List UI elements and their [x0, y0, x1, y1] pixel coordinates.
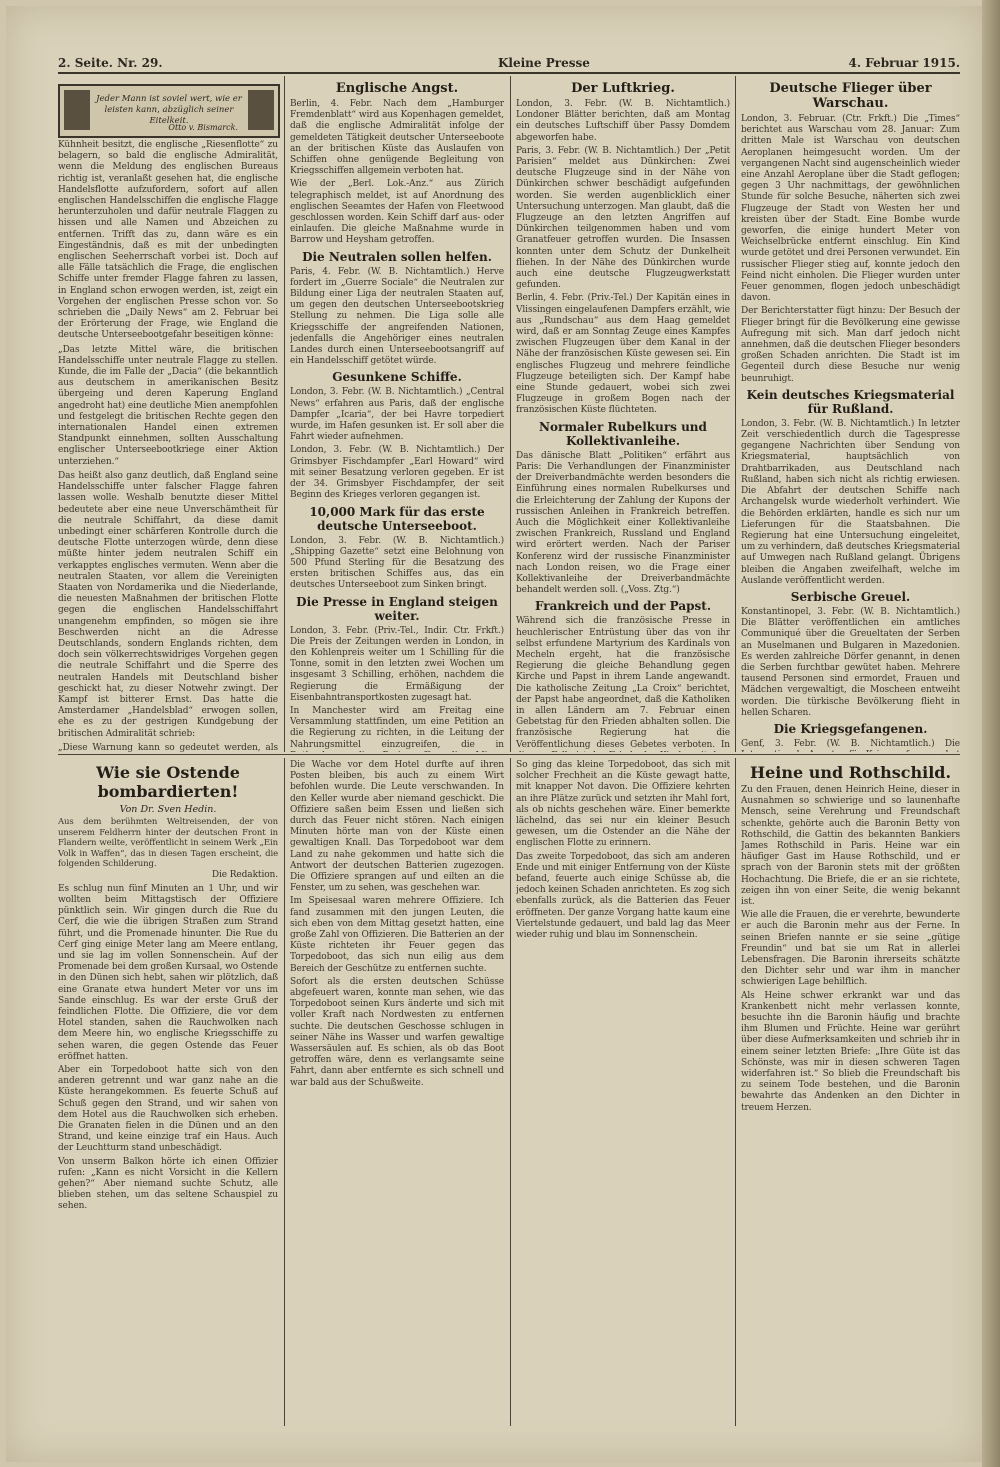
article-paragraph: Sofort als die ersten deutschen Schüsse abgefeuert waren, konnte man sehen, wie das Torpedoboot seinen Kurs änderte und sich mit voller Kraft nach Nordwesten zu entfernen suchte. Die deutschen Geschosse schlugen in seiner Nähe ins Wasser und warfen gewaltige Wassersäulen auf. Es schien, als ob das Boot getroffen wäre, denn es verlangsamte seine Fahrt, dann aber entfernte es sich schnell und war bald aus der Schußweite.	[290, 976, 504, 1088]
article-paragraph: London, 3. Febr. (W. B. Nichtamtlich.) „Central News“ erfahren aus Paris, daß der englische Dampfer „Icaria“, der bei Havre torpediert wurde, im Hafen gesunken ist. Er soll aber die Fahrt wieder aufnehmen.	[290, 387, 504, 443]
article-paragraph: Die Wache vor dem Hotel durfte auf ihren Posten bleiben, bis auch zu einem Wirt befohlen wurde. Die Leute verschwanden. In den Keller wurde aber niemand geschickt. Die Offiziere saßen beim Essen und ließen sich durch das Feuer nicht stören. Nach einigen Minuten hörte man von der Küste einen gewaltigen Knall. Das Torpedoboot war dem Land zu nahe gekommen und hatte sich die Antwort der deutschen Batterien zugezogen. Die Offiziere sprangen auf und eilten an die Fenster, um zu sehen, was geschehen war.	[290, 760, 504, 894]
article-paragraph: Genf, 3. Febr. (W. B. Nichtamtlich.) Die	[741, 738, 960, 749]
article-paragraph: Das zweite Torpedoboot, das sich am anderen Ende und mit einiger Entfernung von der Küste befand, feuerte auch einige Schüsse ab, die jedoch keinen Schaden anrichteten. Es zog sich ebenfalls zurück, als die Batterien das Feuer eröffneten. Der ganze Vorgang hatte kaum eine Viertelstunde gedauert, und bald lag das Meer wieder ruhig und blau im Sonnenschein.	[516, 851, 730, 941]
article-headline: Frankreich und der Papst.	[534, 599, 712, 614]
byline: Von Dr. Sven Hedin.	[119, 804, 217, 815]
page-edge	[982, 0, 1000, 1467]
article-paragraph: London, 3. Febr. (W. B. Nichtamtlich.) In letzter Zeit verschiedentlich durch die Tagespresse gegangene Nachrichten über Sendung von Kriegsmaterial, hauptsächlich von Drahtbarrikaden, aus Deutschland nach Rußland, haben sich nicht als richtig erwiesen. Die Abfahrt der deutschen Schiffe nach Archangelsk wurde wiederholt verhindert. Wie die Behörden erklärten, handle es sich nur um Lieferungen für die Staatsbahnen. Die Regierung hat eine Untersuchung eingeleitet, um zu verhindern, daß deutsches Kriegsmaterial auf Umwegen nach Rußland gelangt. Übrigens bleiben die Angaben zweifelhaft, welche im Auslande veröffentlicht werden.	[741, 418, 960, 586]
article-headline: Englische Angst.	[335, 81, 459, 96]
column-rule	[284, 76, 285, 752]
article-paragraph: London, 3. Februar. (Ctr. Frkft.) Die „Times“ berichtet aus Warschau vom 28. Januar: Zum dritten Male ist Warschau von deutschen Aeroplanen heimgesucht worden. Um der vergangenen Nacht sind augenscheinlich wieder eine Anzahl Aeroplane über die Stadt geflogen; gegen 3 Uhr nachmittags, der gewöhnlichen Stunde für solche Besuche, näherten sich zwei Flugzeuge der Stadt von Westen her und kreisten über der Stadt. Eine Bombe wurde geworfen, die einige hundert Meter von Weichselbrücke entfernt einschlug. Ein Kind wurde getötet und drei Personen verwundet. Ein russischer Flieger stieg auf, konnte jedoch den Feind nicht einholen. Die Flieger wurden unter Feuer genommen, flogen jedoch unbeschädigt davon.	[741, 114, 960, 304]
column-rule	[735, 76, 736, 752]
article-paragraph: London, 3. Febr. (W. B. Nichtamtlich.) „Shipping Gazette“ setzt eine Belohnung von 500 Pfund Sterling für die Besatzung des ersten britischen Schiffes aus, das ein deutsches Unterseeboot zum Sinken bringt.	[290, 535, 504, 591]
article-headline: Die Neutralen sollen helfen.	[302, 249, 492, 264]
issue-date: 4. Februar 1915.	[848, 56, 960, 70]
article-paragraph: Von unserm Balkon hörte ich einen Offizier rufen: „Kann es nicht Vorsicht in die Kellern gehen?“ Aber niemand suchte Schutz, alle blieben stehen, um das seltene Schauspiel zu sehen.	[58, 1156, 278, 1212]
bismarck-quote-box	[58, 84, 280, 138]
column-4	[741, 78, 960, 752]
page-header	[58, 56, 960, 70]
article-paragraph: Wie alle die Frauen, die er verehrte, bewunderte er auch die Baronin mehr aus der Ferne. In seinen Briefen nannte er sie seine „gütige Freundin“ und bat sie um Rat in allerlei Lebensfragen. Die Baronin ihrerseits schätzte den Dichter sehr und war ihm in mancher schwierigen Lage behilflich.	[741, 910, 960, 988]
article-paragraph: „Das letzte Mittel wäre, die britischen Handelsschiffe unter neutrale Flagge zu stellen. Kunde, die im Falle der „Dacia“ (die bekanntlich aus deutschem in amerikanischen Besitz übergeing und deren Kaperung England angedroht hat) eine deutliche Mien anempfohlen und festgelegt die britischen Rechte gegen den internationalen Handel einen extremen Standpunkt einnehmen, sollten Ausschaltung englischer Unterseebootkriege einer Aktion unterziehen.“	[58, 344, 278, 467]
column-rule	[510, 758, 511, 1426]
article-paragraph: Als Heine schwer erkrankt war und das Krankenbett nicht mehr verlassen konnte, besuchte ihn die Baronin häufig und brachte ihm Blumen und Früchte. Heine war gerührt über diese Aufmerksamkeiten und schrieb ihr in einem seiner letzten Briefe: „Ihre Güte ist das Schönste, was mir in diesen schweren Tagen widerfahren ist.“ So blieb die Freundschaft bis zu seinem Tode bestehen, und die Baronin bewahrte das Andenken an den Dichter in treuem Herzen.	[741, 990, 960, 1113]
article-paragraph: In Manchester wird am Freitag eine Versammlung stattfinden, um eine Petition an die Regierung zu richten, in die Leitung der Nahrungsmittel einzugreifen, die in	[290, 705, 504, 750]
ornament-right	[248, 90, 274, 130]
article-paragraph: Berlin, 4. Febr. Nach dem „Hamburger Fremdenblatt“ wird aus Kopenhagen gemeldet, daß die englische Admiralität infolge der gemeldeten Tätigkeit deutscher Unterseeboote an der britischen Küste das Auslaufen von Schiffen ohne genügende Begleitung von Kriegsschiffen allgemein verboten hat.	[290, 99, 504, 177]
article-headline: Kein deutsches Kriegsmaterial für Rußland.	[746, 387, 955, 416]
quote-author: Otto v. Bismarck.	[168, 123, 238, 132]
article-paragraph: Während sich die französische Presse in heuchlerischer Entrüstung über das von ihr selbst erfundene Martyrium des Kardinals von Mecheln ergeht, hat die französische Regierung die gleiche Behandlung gegen Kirche und Papst in ihrem Lande angewandt. Die katholische Zeitung „La Croix“ berichtet, der Papst habe angeordnet, daß die Katholiken in allen Ländern am 7. Februar einen Gebetstag für den Frieden abhalten sollen. Die französische Regierung hat die Veröffentlichung dieses Gebetes verboten. In	[516, 616, 730, 750]
section-rule	[58, 754, 960, 755]
page-number: 2. Seite. Nr. 29.	[58, 56, 163, 70]
article-paragraph: Zu den Frauen, denen Heinrich Heine, dieser in Ausnahmen so schwierige und so launenhafte Mensch, seine Verehrung und Freundschaft schenkte, gehörte auch die Baronin Betty von Rothschild, die Gattin des bekannten Bankiers James Rothschild in Paris. Heine war ein häufiger Gast im Hause Rothschild, und er sprach von der Baronin stets mit der größten Hochachtung. Die Briefe, die er an sie richtete, zeigen ihn von einer Seite, die wenig bekannt ist.	[741, 785, 960, 908]
article-headline: Der Luftkrieg.	[571, 81, 675, 96]
article-headline: Die Kriegsgefangenen.	[773, 721, 928, 736]
column-2	[290, 78, 504, 752]
article-paragraph: Das heißt also ganz deutlich, daß England seine Handelsschiffe unter falscher Flagge fahren lassen wolle. Weshalb benutzte dieser Mittel bedeutete aber eine neue Unverschämtheit für die neutrale Schiffahrt, da diese damit unbedingt einer schärferen Kontrolle durch die deutsche Flotte unterzogen würde, denn diese müßte hinter jedem neutralen Schiff ein verkapptes englisches vermuten. Wenn aber die neutralen Staaten, vor allem die Vereinigten Staaten von Nordamerika und die Niederlande, die neuesten Maßnahmen der britischen Flotte gegen die englischen Handelsschiffahrt unangenehm empfinden, so mögen sie ihre Beschwerden nicht an die Adresse Deutschlands, sondern Englands richten, dem doch sein völkerrechtswidriges Vorgehen gegen die neutrale Schiffahrt und die Sperre des neutralen Handels mit Deutschland bisher geschickt hat, zu dieser Notwehr zwingt. Der Kampf ist bitterer Ernst. Das hatte die Amsterdamer „Handelsblad“ erwogen sollen, ehe es zu der gestrigen Kundgebung der britischen Admiralität schrieb:	[58, 470, 278, 739]
article-paragraph: Aber ein Torpedoboot hatte sich von den anderen getrennt und war ganz nahe an die Küste herangekommen. Es feuerte Schuß auf Schuß gegen den Strand, und wir sahen von dem Hotel aus die Rauchwolken sich erheben. Die Granaten fielen in die Dünen und an den Strand, und keine einzige traf ein Haus. Auch der Leuchtturm stand unbeschädigt.	[58, 1064, 278, 1154]
editor-note: Die Redaktion.	[211, 869, 278, 880]
article-paragraph: Das dänische Blatt „Politiken“ erfährt aus Paris: Die Verhandlungen der Finanzminister der Dreiverbandmächte werden besonders die Einführung eines normalen Rubelkurses und die Erleichterung der Zahlung der Kupons der russischen Anleihen in Frankreich betreffen. Auch die Möglichkeit einer Kollektivanleihe zwischen Frankreich, Russland und England wird erörtert werden. Nach der Pariser Konferenz wird der russische Finanzminister nach London reisen, wo die Frage einer Kollektivanleihe der Dreiverbandmächte behandelt werden soll. („Voss. Ztg.“)	[516, 450, 730, 596]
article-paragraph: Berlin, 4. Febr. (Priv.-Tel.) Der Kapitän eines in Vlissingen eingelaufenen Dampfers erzählt, wie aus „Rundschau“ aus dem Haag gemeldet wird, daß er am Sonntag Zeuge eines Kampfes zwischen Flugzeugen über dem Kanal in der Nähe der französischen Küste gewesen sei. Ein englisches Flugzeug und mehrere feindliche Flugzeuge beteiligten sich. Der Kampf habe eine Stunde gedauert, wobei sich zwei Flugzeuge in großem Bogen nach der französischen Küste flüchteten.	[516, 293, 730, 416]
article-paragraph: Der Berichterstatter fügt hinzu: Der Besuch der Flieger bringt für die Bevölkerung eine gewisse Aufregung mit sich. Man darf jedoch nicht annehmen, daß die deutschen Flieger besonders großen Schaden anrichten. Die Stadt ist im Gegenteil durch diese Besuche nur wenig beunruhigt.	[741, 306, 960, 384]
masthead-title: Kleine Presse	[498, 56, 590, 70]
article-paragraph: Wie der „Berl. Lok.-Anz.“ aus Zürich telegraphisch meldet, ist auf Anordnung des englischen Seeamtes der Hafen von Fleetwood geschlossen worden. Kein Schiff darf aus- oder einlaufen. Die gleiche Maßnahme wurde in Barrow und Heysham getroffen.	[290, 179, 504, 246]
article-paragraph: Im Speisesaal waren mehrere Offiziere. Ich fand zusammen mit den jungen Leuten, die sich eben von dem Mittag gesetzt hatten, eine große Zahl von Offizieren. Die Batterien an der Küste richteten ihr Feuer gegen das Torpedoboot, das sich nun eilig aus dem Bereich der Geschütze zu entfernen suchte.	[290, 896, 504, 974]
article-paragraph: „Diese Warnung kann so gedeutet werden, als	[58, 742, 278, 752]
article-paragraph: Kühnheit besitzt, die englische „Riesenflotte“ zu belagern, so bald die englische Admiralität, wenn die Meldung des englischen Bureaus richtig ist, veranlaßt gesehen hat, die englische Handelsflotte aufzufordern, sofort auf allen englischen Handelsschiffen die englische Flagge herunterzuholen und dafür neutrale Flaggen zu hissen und alle Namen und Abzeichen zu entfernen. Trifft das zu, dann wäre es ein Eingeständnis, daß es mit der unbedingten englischen Seeherrschaft vorbei ist. Doch auf alle Fälle tatsächlich die Frage, die englischen Schiffe unter fremder Flagge fahren zu lassen, in England schon erwogen werden, ist, zeigt ein Vorgehen der englischen Presse schon vor. So schrieben die „Daily News“ am 2. Februar bei der Erörterung der Frage, wie England die deutsche Unterseebootgefahr beseitigen könne:	[58, 140, 278, 341]
article-headline: Deutsche Flieger über Warschau.	[769, 81, 932, 111]
article-paragraph: So ging das kleine Torpedoboot, das sich mit solcher Frechheit an die Küste gewagt hatte, mit knapper Not davon. Die Offiziere kehrten an ihre Plätze zurück und setzten ihr Mahl fort, als ob nichts geschehen wäre. Einer bemerkte lächelnd, das sei nur ein kleiner Besuch gewesen, um die Ostender an die Nähe der englischen Flotte zu erinnern.	[516, 760, 730, 849]
feuilleton-column-1	[58, 760, 278, 1424]
article-paragraph: Konstantinopel, 3. Febr. (W. B. Nichtamtlich.) Die Blätter veröffentlichen ein amtliches Communiqué über die Greueltaten der Serben an Muselmanen und Bulgaren in Mazedonien. Es werden zahlreiche Dörfer genannt, in denen die Serben furchtbar gewütet haben. Mehrere tausend Personen sind ermordet, Frauen und Mädchen vergewaltigt, die Moscheen entweiht worden. Die türkische Bevölkerung flieht in hellen Scharen.	[741, 606, 960, 718]
column-rule	[735, 758, 736, 1426]
quote-text: Jeder Mann ist soviel wert, wie er leisten kann, abzüglich seiner Eitelkeit.	[96, 94, 242, 126]
editor-intro: Aus dem berühmten Weltreisenden, der von unserem Feldherrn hinter der deutschen Front in Flandern weilte, veröffentlicht in seinem Werk „Ein Volk in Waffen“, das in diesen Tagen erscheint, die folgenden Schilderung.	[58, 817, 278, 869]
column-rule	[284, 758, 285, 1426]
article-paragraph: Paris, 4. Febr. (W. B. Nichtamtlich.) Herve fordert im „Guerre Sociale“ die Neutralen zur Bildung einer Liga der neutralen Staaten auf, um gegen den deutschen Unterseebootskrieg Stellung zu nehmen. Die Liga solle alle Kriegsschiffe der angreifenden Nationen, jedenfalls die Angehöriger eines neutralen Landes durch einen Unterseebootsangriff auf ein Handelsschiff getötet würde.	[290, 266, 504, 367]
article-headline: 10,000 Mark für das erste deutsche Unterseeboot.	[309, 504, 485, 533]
column-3	[516, 78, 730, 752]
article-headline: Gesunkene Schiffe.	[332, 370, 462, 385]
feuilleton-headline: Heine und Rothschild.	[749, 763, 952, 782]
header-rule	[58, 72, 960, 74]
article-headline: Die Presse in England steigen weiter.	[296, 594, 498, 623]
article-headline: Normaler Rubelkurs und Kollektivanleihe.	[539, 419, 707, 448]
article-headline: Serbische Greuel.	[790, 589, 911, 604]
feuilleton-column-4	[741, 760, 960, 1424]
feuilleton-column-3	[516, 760, 730, 1424]
column-1	[58, 140, 278, 752]
article-paragraph: Paris, 3. Febr. (W. B. Nichtamtlich.) Der „Petit Parisien“ meldet aus Dünkirchen: Zwei deutsche Flugzeuge sind in der Nähe von Dünkirchen schwer beschädigt aufgefunden worden. Sie werden augenblicklich einer Untersuchung unterzogen. Man glaubt, daß die Flugzeuge an den letzten Angriffen auf Dünkirchen teilgenommen haben und vom Granatfeuer getroffen wurden. Die Insassen konnten unter dem Schutz der Dunkelheit fliehen. In der Nähe des Dünkirchen wurde auch eine deutsche Flugzeugwerkstatt gefunden.	[516, 145, 730, 291]
article-paragraph: Es schlug nun fünf Minuten an 1 Uhr, und wir wollten beim Mittagstisch der Offiziere pünktlich sein. Wir gingen durch die Rue du Cerf, die wie die übrigen Straßen zum Strand führt, und die Promenade hinunter. Die Rue du Cerf ging einige Meter lang am Meere entlang, und sie lag im vollen Sonnenschein. Auf der Promenade bei dem großen Kursaal, wo Ostende in den Dünen sich hebt, sahen wir plötzlich, daß eine Granate etwa hundert Meter vor uns im Sande einschlug. Es war der erste Gruß der feindlichen Flotte. Die Offiziere, die vor dem Hotel standen, sahen die Rauchwolken nach dem Meere hin, wo englische Kriegsschiffe zu sehen waren, die gegen Ostende das Feuer eröffnet hatten.	[58, 883, 278, 1062]
article-paragraph: London, 3. Febr. (W. B. Nichtamtlich.) Der Grimsbyer Fischdampfer „Earl Howard“ wird mit seiner Besatzung verloren gegeben. Er ist der 34. Grimsbyer Fischdampfer, der seit Beginn des Krieges verloren gegangen ist.	[290, 445, 504, 501]
feuilleton-column-2	[290, 760, 504, 1424]
feuilleton-headline: Wie sie Ostende bombardierten!	[96, 763, 240, 801]
article-paragraph: London, 3. Febr. (Priv.-Tel., Indir. Ctr. Frkft.) Die Preis der Zeitungen werden in London, in den Kohlenpreis weiter um 1 Schilling für die Tonne, somit in den letzten zwei Wochen um insgesamt 3 Schilling, erhöhen, nachdem die Regierung die Ermäßigung der Eisenbahntransportkosten zugesagt hat.	[290, 625, 504, 703]
column-rule	[510, 76, 511, 752]
ornament-left	[64, 90, 90, 130]
article-paragraph: London, 3. Febr. (W. B. Nichtamtlich.) Londoner Blätter berichten, daß am Montag ein deutsches Luftschiff über Passy Domdem abgeworfen habe.	[516, 99, 730, 143]
